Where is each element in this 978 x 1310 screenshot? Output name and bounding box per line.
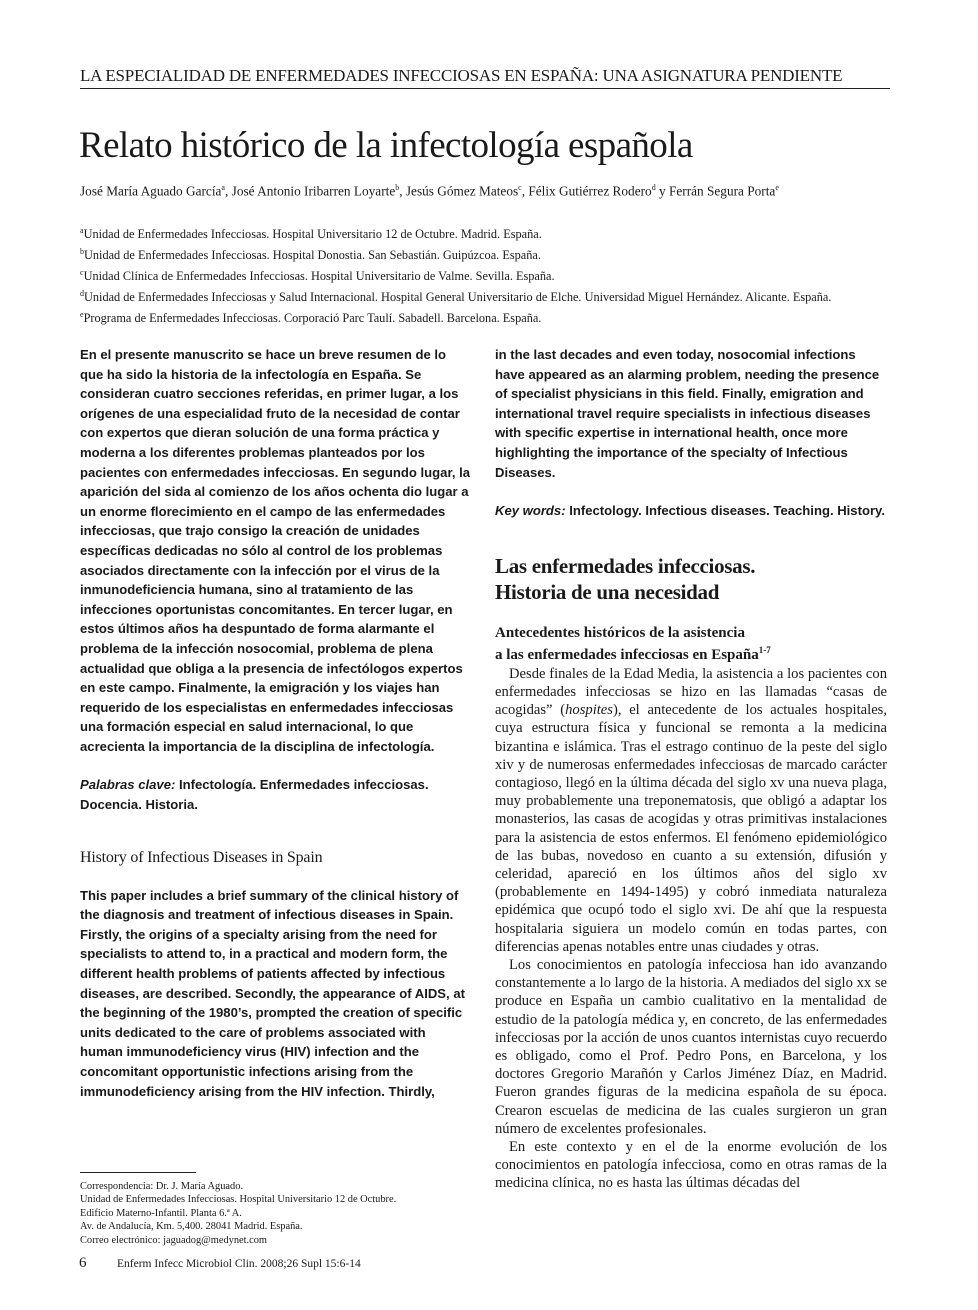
abstract-english-part2: in the last decades and even today, nosocomial infections have appeared as an alarming problem, needing the presence of specialist physicians in this field. Finally, emigration and international travel require specialists in infectious diseases with specific expertise in international health, once more highlighting the importance of the specialty of Infectious Diseases. [495,347,880,480]
affiliation-item [80,306,831,327]
section-title-line1: Las enfermedades infecciosas. [495,553,756,578]
keywords-english [495,501,887,521]
author-separator: , [521,183,529,199]
author-name: José María Aguado García [80,183,222,199]
author-name: José Antonio Iribarren Loyarte [231,183,396,199]
affiliation-mark: d [80,289,84,299]
body-paragraph-1-italic: hospites [565,702,613,719]
author-name: Jesús Gómez Mateos [405,183,519,199]
affiliation-mark: e [80,310,84,320]
subsection-title-line2: a las enfermedades infecciosas en España [495,646,759,663]
author-affiliation-mark: c [518,183,522,192]
author-name: Ferrán Segura Porta [668,183,776,199]
keywords-spanish [80,775,472,814]
affiliation-item [80,264,831,285]
article-title: Relato histórico de la infectología española [79,125,693,166]
affiliation-mark: c [80,268,84,278]
subsection-title [495,625,887,664]
page-number: 6 [79,1255,87,1271]
author-list [80,183,779,199]
author-separator: , [224,183,232,199]
subsection-title-line1: Antecedentes históricos de la asistencia [495,624,745,641]
keywords-text-english: Infectology. Infectious diseases. Teaching. History. [569,503,885,519]
subsection-reference: 1-7 [758,644,771,655]
body-paragraph-3: En este contexto y en el de la enorme evolución de los conocimientos en patología infecciosa, como en otras ramas de la medicina clínica, no es hasta las últimas décadas del [495,1139,887,1192]
footnote-line: Av. de Andalucía, Km. 5,400. 28041 Madrid. España. [80,1221,303,1233]
english-abstract-title: History of Infectious Diseases in Spain [80,848,323,866]
body-paragraph-2: Los conocimientos en patología infecciosa han ido avanzando constantemente a lo largo de la historia. A mediados del siglo xx se produce en España un cambio cualitativo en la mentalidad de estudio de la patología médica y, en concreto, de las enfermedades infecciosas por la acción de unos cuantos internistas cuyo recuerdo es obligado, como el Prof. Pedro Pons, en Barcelona, y los doctores Gregorio Marañón y Carlos Jiménez Díaz, en Madrid. Fueron grandes figuras de la medicina española de su época. Crearon escuelas de medicina de las cuales surgieron un gran número de excelentes profesionales. [495,957,887,1137]
author-affiliation-mark: e [775,183,779,192]
affiliation-item [80,285,831,306]
footnote-line: Correo electrónico: jaguadog@medynet.com [80,1234,268,1246]
footnote-line: Edificio Materno-Infantil. Planta 6.ª A. [80,1207,242,1219]
affiliation-text: Unidad Clínica de Enfermedades Infecciosas. Hospital Universitario de Valme. Sevilla. España. [83,269,555,284]
footnote-rule [80,1172,196,1173]
author-affiliation-mark: d [651,183,656,192]
affiliation-item [80,222,831,243]
body-paragraph-1-a: Desde finales de la Edad Media, la asistencia a los pacientes con enfermedades infecciosas se hizo en las llamadas “casas de acogidas” ( [495,665,887,719]
author-affiliation-mark: a [221,183,225,192]
abstract-english-part1: This paper includes a brief summary of the clinical history of the diagnosis and treatment of infectious diseases in Spain. Firstly, the origins of a specialty arising from the need for specialists to attend to, in a practical and modern form, the different health problems of patients affected by infectious diseases, are described. Secondly, the appearance of AIDS, at the beginning of the 1980’s, prompted the creation of specific units dedicated to the care of problems associated with human immunodeficiency virus (HIV) infection and the concomitant opportunistic infections arising from the immunodeficiency arising from the HIV infection. Thirdly, [80,887,465,1099]
keywords-label-english: Key words: [495,503,566,519]
author-separator: y [655,183,669,199]
body-paragraph-1-b: ), el antecedente de los actuales hospitales, cuya estructura física y funcional se remonta a la medicina bizantina e islámica. Tras el estrago continuo de la peste del siglo xiv y de numerosas enfermedades infecciosas de marcado carácter contagioso, llegó en la última década del siglo xv una nueva plaga, muy probablemente una treponematosis, que obligó a adaptar los monasterios, las casas de acogidas y otras primitivas instalaciones para la asistencia de estos enfermos. El fenómeno epidemiológico de las bubas, novedoso en cuanto a su extensión, difusión y celeridad, apareció en los últimos años del siglo xv (probablemente en 1494-1495) y cobró inmediata naturaleza epidémica que ocupó todo el siglo xvi. De ahí que la respuesta hospitalaria siguiera un modelo común en todas partes, con diferencias apenas notables entre unas ciudades y otras. [495,702,887,955]
running-section-header: LA ESPECIALIDAD DE ENFERMEDADES INFECCIOSAS EN ESPAÑA: UNA ASIGNATURA PENDIENTE [80,66,843,85]
affiliation-mark: a [80,226,84,235]
header-rule [80,88,890,89]
section-title [495,553,887,605]
footnote-line: Correspondencia: Dr. J. María Aguado. [80,1181,244,1192]
correspondence-footnote [80,1180,396,1247]
journal-citation: Enferm Infecc Microbiol Clin. 2008;26 Supl 15:6-14 [117,1258,361,1270]
footnote-line: Unidad de Enfermedades Infecciosas. Hospital Universitario 12 de Octubre. [80,1194,397,1206]
keywords-label-spanish: Palabras clave: [80,777,176,793]
affiliation-text: Unidad de Enfermedades Infecciosas. Hospital Donostia. San Sebastián. Guipúzcoa. España. [84,248,541,263]
affiliation-mark: b [80,247,84,257]
affiliation-text: Unidad de Enfermedades Infecciosas. Hospital Universitario 12 de Octubre. Madrid. España. [83,227,542,242]
section-title-line2: Historia de una necesidad [495,579,720,604]
affiliation-text: Programa de Enfermedades Infecciosas. Corporació Parc Taulí. Sabadell. Barcelona. España. [83,311,542,326]
author-name: Félix Gutiérrez Rodero [528,183,652,199]
keywords-text-spanish: Infectología. Enfermedades infecciosas. Docencia. Historia. [80,777,429,813]
author-separator: , [399,183,406,199]
affiliation-item [80,243,831,264]
author-affiliation-mark: b [395,183,400,192]
body-paragraph-1 [495,665,887,956]
abstract-spanish: En el presente manuscrito se hace un breve resumen de lo que ha sido la historia de la infectología en España. Se consideran cuatro secciones referidas, en primer lugar, a los orígenes de una especialidad fruto de la necesidad de contar con expertos que dieran solución de una forma práctica y moderna a los diferentes problemas planteados por los pacientes con enfermedades infecciosas. En segundo lugar, la aparición del sida al comienzo de los años ochenta dio lugar a un enorme florecimiento en el campo de las enfermedades infecciosas, que trajo consigo la creación de unidades específicas dedicadas no sólo al control de los problemas asociados directamente con la infección por el virus de la inmunodeficiencia humana, sino al tratamiento de las infecciones oportunistas concomitantes. En tercer lugar, en estos últimos años ha despuntado de forma alarmante el problema de la infección nosocomial, problema de plena actualidad que obliga a la presencia de infectólogos expertos en este campo. Finalmente, la emigración y los viajes han requerido de los especialistas en enfermedades infecciosas una formación especial en salud internacional, lo que acrecienta la importancia de la disciplina de infectología. [80,347,471,754]
affiliation-list [80,222,831,327]
affiliation-text: Unidad de Enfermedades Infecciosas y Salud Internacional. Hospital General Universitario de Elche. Universidad Miguel Hernández. Alicante. España. [84,290,832,305]
